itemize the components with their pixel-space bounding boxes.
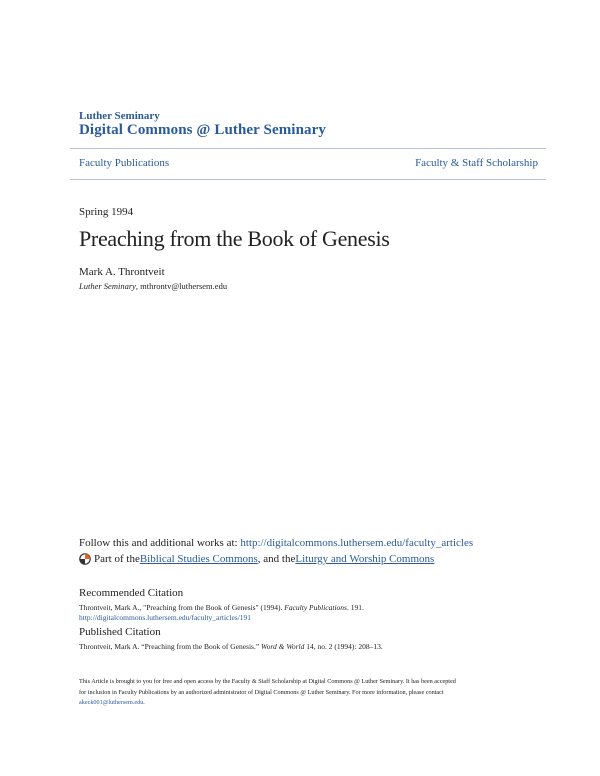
faculty-publications-link[interactable]: Faculty Publications	[79, 157, 170, 169]
follow-text: Follow this and additional works at:	[79, 537, 241, 549]
affiliation-email: , mthrontv@luthersem.edu	[135, 281, 228, 291]
publication-date: Spring 1994	[79, 206, 134, 218]
digital-commons-network-icon	[79, 553, 91, 565]
author-name: Mark A. Throntveit	[79, 266, 165, 278]
access-notice-line-3	[79, 698, 529, 709]
published-citation-text	[79, 642, 383, 651]
header-rule-bottom	[70, 179, 546, 180]
article-title: Preaching from the Book of Genesis	[79, 226, 390, 251]
liturgy-worship-commons-link[interactable]: Liturgy and Worship Commons	[295, 553, 435, 565]
institution-name[interactable]: Luther Seminary	[79, 110, 160, 122]
author-affiliation	[79, 281, 227, 291]
part-of-line	[79, 553, 434, 565]
recommended-citation-heading: Recommended Citation	[79, 587, 184, 599]
access-notice-end: .	[143, 699, 145, 706]
follow-line	[79, 537, 473, 549]
published-citation-detail: 14, no. 2 (1994): 208–13.	[304, 642, 383, 651]
recommended-citation-text	[79, 603, 364, 612]
faculty-staff-scholarship-link[interactable]: Faculty & Staff Scholarship	[415, 157, 538, 169]
recommended-citation-journal: Faculty Publications	[284, 603, 347, 612]
published-citation-heading: Published Citation	[79, 626, 161, 638]
access-notice-line-1: This Article is brought to you for free and open access by the Faculty & Staff Scholarship at Digital Commons @ Luther Seminary. It has been accepted	[79, 678, 456, 685]
access-notice-line-2: for inclusion in Faculty Publications by an authorized administrator of Digital Commons @ Luther Seminary. For more information, please contact	[79, 688, 444, 696]
published-citation-journal: Word & World	[261, 642, 305, 651]
recommended-citation-body: Throntveit, Mark A., "Preaching from the Book of Genesis" (1994).	[79, 603, 285, 612]
header-rule-top	[70, 148, 546, 149]
part-of-middle: , and the	[257, 553, 296, 565]
part-of-prefix: Part of the	[94, 553, 140, 565]
biblical-studies-commons-link[interactable]: Biblical Studies Commons	[139, 553, 258, 565]
contact-email-link[interactable]: akeck001@luthersem.edu	[79, 699, 144, 706]
recommended-citation-number: . 191.	[346, 603, 364, 612]
repository-name[interactable]: Digital Commons @ Luther Seminary	[79, 122, 326, 138]
follow-url-link[interactable]: http://digitalcommons.luthersem.edu/faculty_articles	[240, 537, 474, 549]
published-citation-body: Throntveit, Mark A. “Preaching from the Book of Genesis.”	[79, 642, 262, 651]
affiliation-institution: Luther Seminary	[79, 281, 136, 291]
access-notice	[79, 677, 529, 709]
recommended-citation-url-link[interactable]: http://digitalcommons.luthersem.edu/faculty_articles/191	[79, 613, 252, 622]
